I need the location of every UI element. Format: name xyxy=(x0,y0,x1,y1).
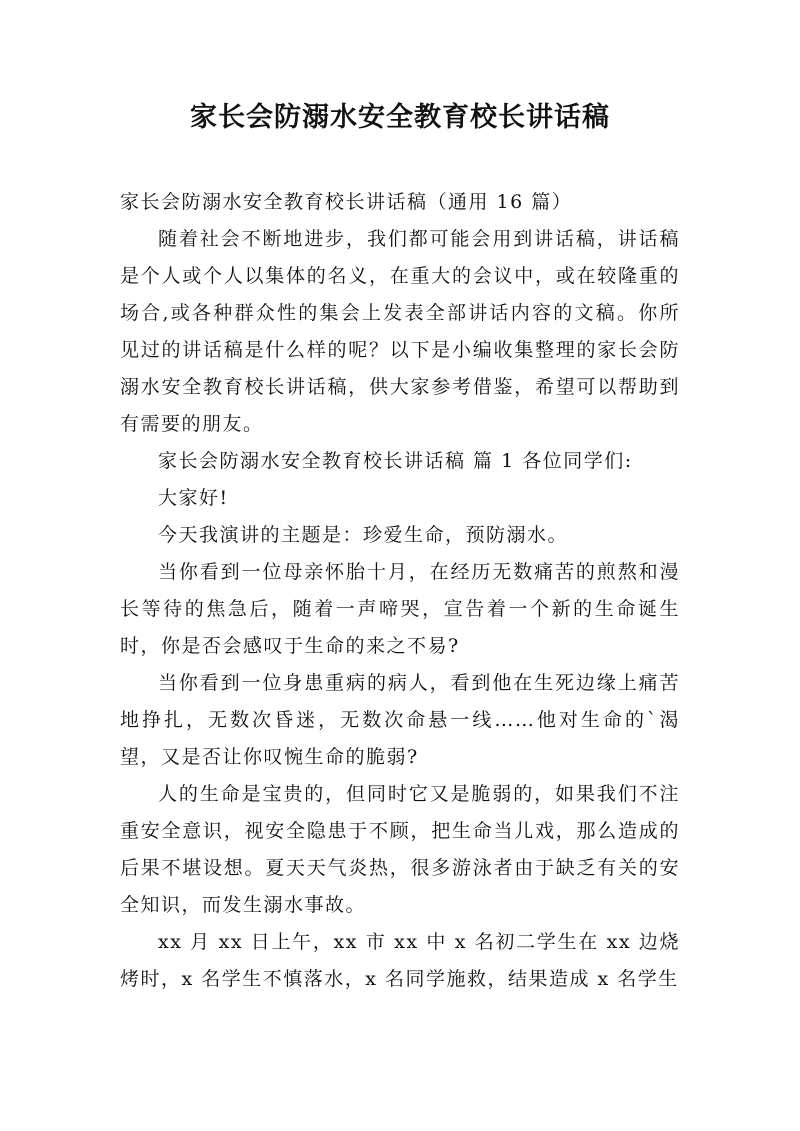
greeting-paragraph: 大家好! xyxy=(158,487,229,509)
body-paragraph: xx 月 xx 日上午，xx 市 xx 中 x 名初二学生在 xx 边烧烤时，x 名学生不慎落水，x 名同学施救，结果造成 x 名学生 xyxy=(120,931,680,990)
speech-heading-paragraph: 家长会防溺水安全教育校长讲话稿 篇 1 各位同学们: xyxy=(158,450,633,472)
body-paragraph: 当你看到一位身患重病的病人，看到他在生死边缘上痛苦地挣扎，无数次昏迷，无数次命悬一线……他对生命的`渴望，又是否让你叹惋生命的脆弱? xyxy=(120,672,680,768)
subtitle-paragraph: 家长会防溺水安全教育校长讲话稿（通用 16 篇） xyxy=(120,191,573,213)
intro-paragraph: 随着社会不断地进步，我们都可能会用到讲话稿，讲话稿是个人或个人以集体的名义，在重大的会议中，或在较隆重的场合,或各种群众性的集会上发表全部讲话内容的文稿。你所见过的讲话稿是什么样的呢？以下是小编收集整理的家长会防溺水安全教育校长讲话稿，供大家参考借鉴，希望可以帮助到有需要的朋友。 xyxy=(120,228,680,435)
document-body xyxy=(120,184,680,998)
document-title: 家长会防溺水安全教育校长讲话稿 xyxy=(190,102,610,133)
theme-paragraph: 今天我演讲的主题是：珍爱生命，预防溺水。 xyxy=(158,524,569,546)
body-paragraph: 当你看到一位母亲怀胎十月，在经历无数痛苦的煎熬和漫长等待的焦急后，随着一声啼哭，宣告着一个新的生命诞生时，你是否会感叹于生命的来之不易? xyxy=(120,561,680,657)
body-paragraph: 人的生命是宝贵的，但同时它又是脆弱的，如果我们不注重安全意识，视安全隐患于不顾，把生命当儿戏，那么造成的后果不堪设想。夏天天气炎热，很多游泳者由于缺乏有关的安全知识，而发生溺水事故。 xyxy=(120,783,680,916)
